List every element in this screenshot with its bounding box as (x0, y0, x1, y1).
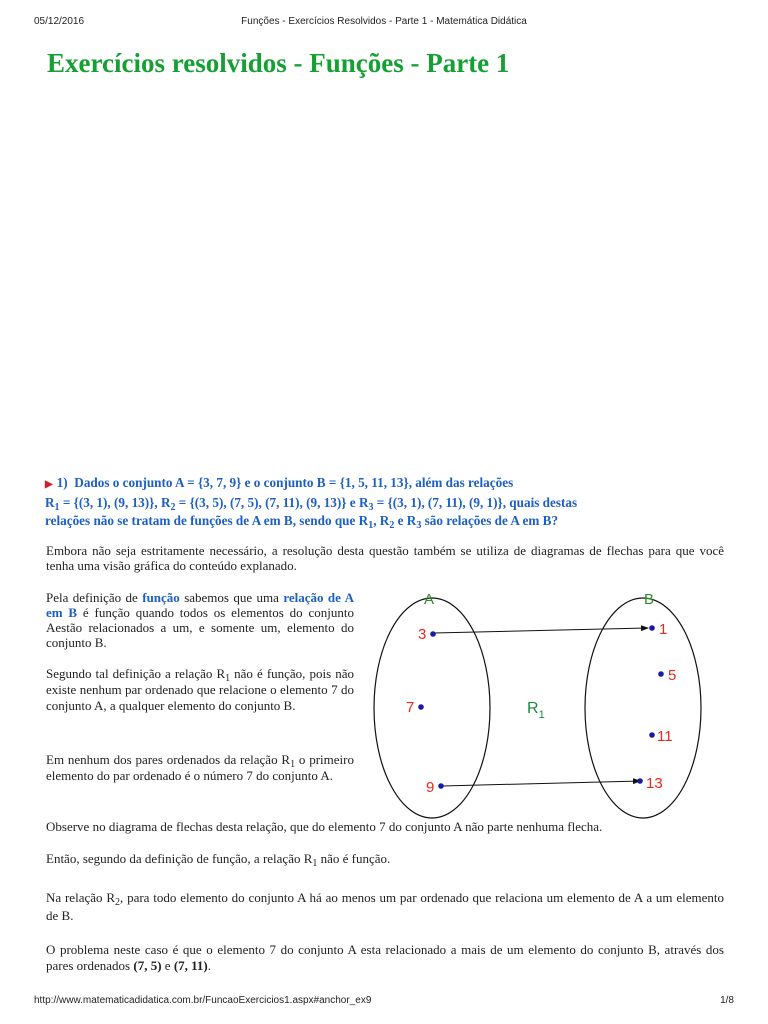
expand-arrow-icon[interactable]: ▶ (45, 479, 53, 490)
relation-label-letter: R (527, 700, 539, 717)
problema-text-a: O problema neste caso é que o elemento 7 do conjunto A esta relacionado a mais de um elemento do conjunto B, através dos pares ordenados (46, 942, 724, 973)
segundo-sub: 1 (225, 673, 231, 684)
relacao-link[interactable]: relação de A em B (46, 590, 355, 620)
definition-paragraph (46, 590, 354, 650)
r2-sub: 2 (170, 502, 176, 513)
pair-7-11: (7, 11) (173, 958, 208, 973)
problema-end: . (207, 958, 212, 973)
nenhum-paragraph (46, 752, 354, 784)
r3-label: R (358, 495, 369, 510)
line3-sub2: 2 (389, 520, 395, 531)
print-page-number: 1/8 (720, 995, 734, 1006)
arrow-3-to-1 (434, 628, 648, 633)
dot-b-1 (649, 625, 655, 631)
definition-text-b: sabemos que uma (179, 590, 284, 605)
line3-sub1: 1 (368, 520, 374, 531)
set-b-label: B (644, 591, 655, 608)
entao-r: R (303, 851, 313, 866)
element-b-11: 11 (657, 728, 673, 745)
line3-d: são relações de A em B? (421, 513, 559, 528)
entao-paragraph (46, 851, 391, 869)
r2-sub: 2 (115, 897, 120, 908)
element-a-7: 7 (406, 699, 415, 716)
nenhum-r: R (281, 752, 291, 767)
segundo-text-a: Segundo tal definição a relação (46, 666, 217, 681)
print-header (0, 16, 768, 30)
r2-value: = {(3, 5), (7, 5), (7, 11), (9, 13)} e (175, 495, 359, 510)
dot-b-11 (649, 732, 655, 738)
nenhum-sub: 1 (290, 759, 296, 770)
problema-mid: e (161, 958, 174, 973)
r2-text-b: , para todo elemento do conjunto A há ao menos um par ordenado que relaciona um elemento de A a um elemento de B. (46, 890, 725, 923)
line3-c: e R (394, 513, 417, 528)
segundo-text-b: não é função, pois não existe nenhum par ordenado que relacione o elemento 7 do conjunto A, a qualquer elemento do conjunto B. (46, 666, 354, 713)
r2-r: R (106, 890, 115, 905)
pair-7-5: (7, 5) (133, 958, 162, 973)
relacao-r2-paragraph (46, 889, 724, 925)
set-a-label: A (424, 591, 435, 608)
arrow-9-to-13 (442, 781, 640, 786)
relation-label (527, 700, 545, 721)
line3-a: relações não se tratam de funções de A em B, sendo que R (45, 513, 369, 528)
element-b-5: 5 (668, 667, 677, 684)
line3-sub3: 3 (416, 520, 422, 531)
problema-paragraph (46, 942, 724, 974)
r3-value: = {(3, 1), (7, 11), (9, 1)}, quais destas (373, 495, 578, 510)
element-b-13: 13 (646, 775, 663, 792)
definition-text-a: Pela definição de (46, 590, 143, 605)
r1-sub: 1 (54, 502, 60, 513)
dot-a-7 (418, 704, 424, 710)
segundo-paragraph (46, 666, 354, 714)
entao-sub: 1 (312, 858, 318, 869)
question-line-3 (45, 512, 735, 530)
element-b-1: 1 (659, 621, 668, 638)
definition-text-c: é função quando todos os elementos do conjunto Aestão relacionados a um, e somente um, elemento do conjunto B. (46, 605, 354, 650)
observe-paragraph: Observe no diagrama de flechas desta relação, que do elemento 7 do conjunto A não parte nenhuma flecha. (46, 819, 603, 834)
segundo-r: R (216, 666, 226, 681)
print-title: Funções - Exercícios Resolvidos - Parte 1 - Matemática Didática (241, 16, 527, 27)
dot-a-3 (430, 631, 436, 637)
page-title: Exercícios resolvidos - Funções - Parte 1 (47, 48, 510, 78)
nenhum-text-a: Em nenhum dos pares ordenados da relação (46, 752, 282, 767)
set-b-ellipse (585, 598, 701, 818)
dot-a-9 (438, 783, 444, 789)
print-url: http://www.matematicadidatica.com.br/FuncaoExercicios1.aspx#anchor_ex9 (34, 995, 372, 1006)
print-date: 05/12/2016 (34, 16, 85, 27)
intro-paragraph: Embora não seja estritamente necessário, a resolução desta questão também se utiliza de diagramas de flechas para que você tenha uma visão gráfica do conteúdo explanado. (46, 543, 724, 573)
relation-label-sub: 1 (538, 709, 545, 721)
dot-b-13 (637, 778, 643, 784)
entao-text-a: Então, segundo da definição de função, a relação (46, 851, 304, 866)
question-line-2 (45, 494, 735, 512)
dot-b-5 (658, 671, 664, 677)
element-a-9: 9 (426, 779, 435, 796)
r2-label: R (160, 495, 171, 510)
question-line-1 (45, 474, 735, 494)
element-a-3: 3 (418, 626, 427, 643)
r1-value: = {(3, 1), (9, 13)}, (59, 495, 161, 510)
print-footer (0, 995, 768, 1009)
question-number: 1) (56, 475, 68, 490)
arrow-diagram (370, 584, 720, 820)
question-line-1-text: Dados o conjunto A = {3, 7, 9} e o conjunto B = {1, 5, 11, 13}, além das relações (74, 475, 514, 490)
r1-label: R (45, 495, 55, 510)
question-1[interactable] (45, 474, 735, 530)
line3-b: , R (373, 513, 390, 528)
entao-text-b: não é função. (317, 851, 391, 866)
nenhum-text-b: o primeiro elemento do par ordenado é o número 7 do conjunto A. (46, 752, 354, 783)
r2-text-a: Na relação (46, 890, 107, 905)
funcao-link[interactable]: função (142, 590, 180, 605)
r3-sub: 3 (368, 502, 374, 513)
